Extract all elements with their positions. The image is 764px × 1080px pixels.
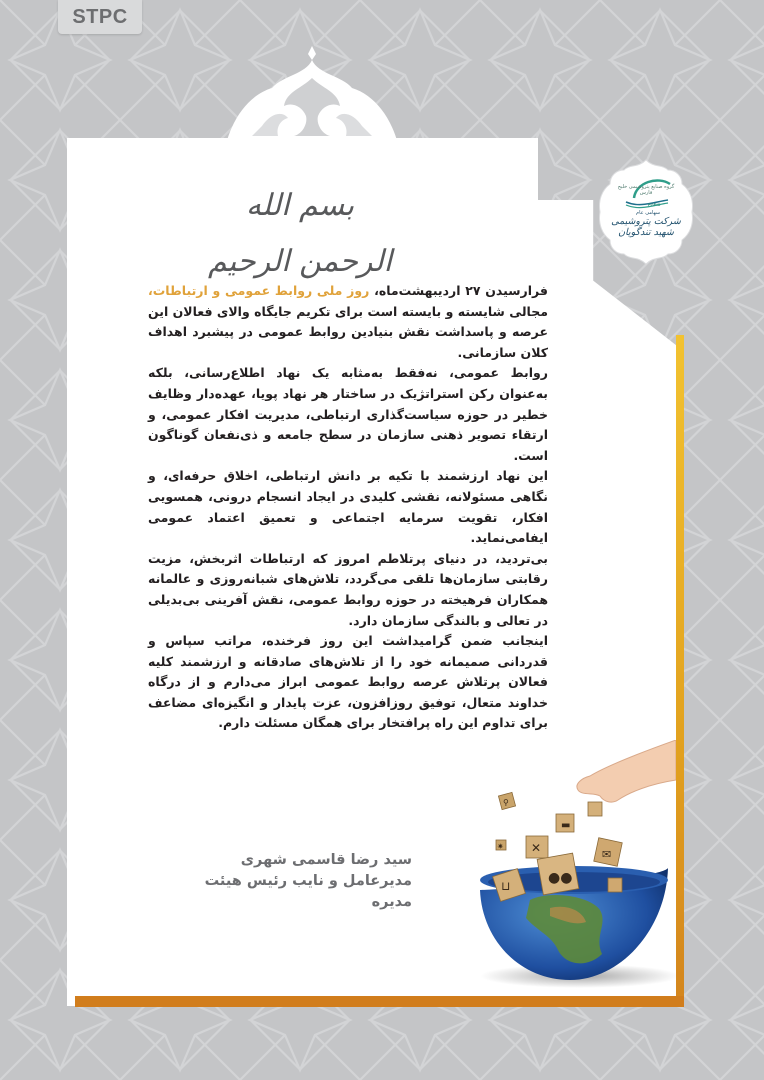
paragraph-2: روابط عمومی، نه‌فقط به‌مثابه یک نهاد اطلاع‌رسانی، بلکه به‌عنوان رکن استراتژیک در ساختار هر نهاد پویا، عهده‌دار وظایف خطیر در حوزه سیاست‌گذاری ارتباطی، مدیریت افکار عمومی، و ارتقاء تصویر ذهنی سازمان در سطح جامعه و ذی‌نفعان گوناگون است.: [148, 365, 548, 463]
brand-label: STPC: [72, 5, 128, 28]
paragraph-1: [148, 281, 548, 363]
briefcase-icon: ▬: [561, 820, 571, 831]
key-icon: ⚲: [503, 798, 509, 807]
gear-icon: ✷: [497, 842, 504, 851]
logo-small-text: سهامی عام: [636, 210, 661, 216]
occasion-highlight: روز ملی روابط عمومی و ارتباطات،: [148, 283, 370, 298]
logo-company-name: شرکت پتروشیمی شهید تندگویان: [611, 216, 681, 238]
paragraph-4: بی‌تردید، در دنیای پرتلاطم امروز که ارتباطات اثربخش، مزیت رقابتی سازمان‌ها تلقی می‌گردد، تلاش‌های شبانه‌روزی و عالمانه همکاران فرهیخته در حوزه روابط عمومی، نقش آفرینی بی‌بدیلی در تعالی و بالندگی سازمان دارد.: [148, 550, 548, 628]
gold-side-stripe: [676, 335, 684, 997]
hand-icon: [577, 740, 676, 802]
tools-icon: ✕: [531, 841, 542, 855]
letter-body: [148, 281, 548, 734]
paragraph-1-rest: مجالی شایسته و بایسته است برای تکریم جایگاه والای فعالان این عرصه و پاسداشت نقش بنیادین روابط عمومی در پیشبرد اهداف کلان سازمانی.: [148, 303, 548, 360]
arabesque-ornament: [222, 44, 402, 144]
paragraph-5: اینجانب ضمن گرامیداشت این روز فرخنده، مراتب سپاس و قدردانی صمیمانه خود را از تلاش‌های صادقانه و ارزشمند کلیه فعالان پرتلاش عرصه روابط عمومی ابراز می‌دارم و از درگاه خداوند متعال، توفیق روزافزون، عزت پایدار و انگیزه‌ای مضاعف برای تداوم این راه پرافتخار برای همگان مسئلت دارم.: [148, 633, 548, 731]
signatory-name: سید رضا قاسمی شهری: [240, 852, 412, 868]
globe-illustration: [470, 740, 676, 995]
paragraph-3: این نهاد ارزشمند با تکیه بر دانش ارتباطی، اخلاق حرفه‌ای، و نگاهی مسئولانه، نقشی کلیدی در ایجاد انسجام درونی، همسویی افکار، تقویت سرمایه اجتماعی و تعمیق اعتماد عمومی ایفامی‌نماید.: [148, 468, 548, 546]
brand-tab: [58, 0, 142, 34]
orange-bottom-bar: [75, 996, 684, 1007]
paragraph-1-lead: فرارسیدن ۲۷ اردیبهشت‌ماه،: [369, 283, 548, 298]
cart-icon: ⊔: [501, 879, 511, 893]
signature-block: [200, 850, 412, 913]
signatory-title: مدیرعامل و نایب رئیس هیئت مدیره: [204, 873, 412, 910]
mail-icon: ✉: [602, 848, 612, 861]
logo-group-text: گروه صنایع پتروشیمی خلیج فارس: [617, 184, 675, 196]
company-logo: [596, 158, 696, 266]
logo-abbr: PGPIC: [648, 202, 661, 207]
basmala-calligraphy: بسم الله الرحمن الرحیم: [208, 188, 392, 279]
group-icon: ●●: [548, 870, 573, 886]
